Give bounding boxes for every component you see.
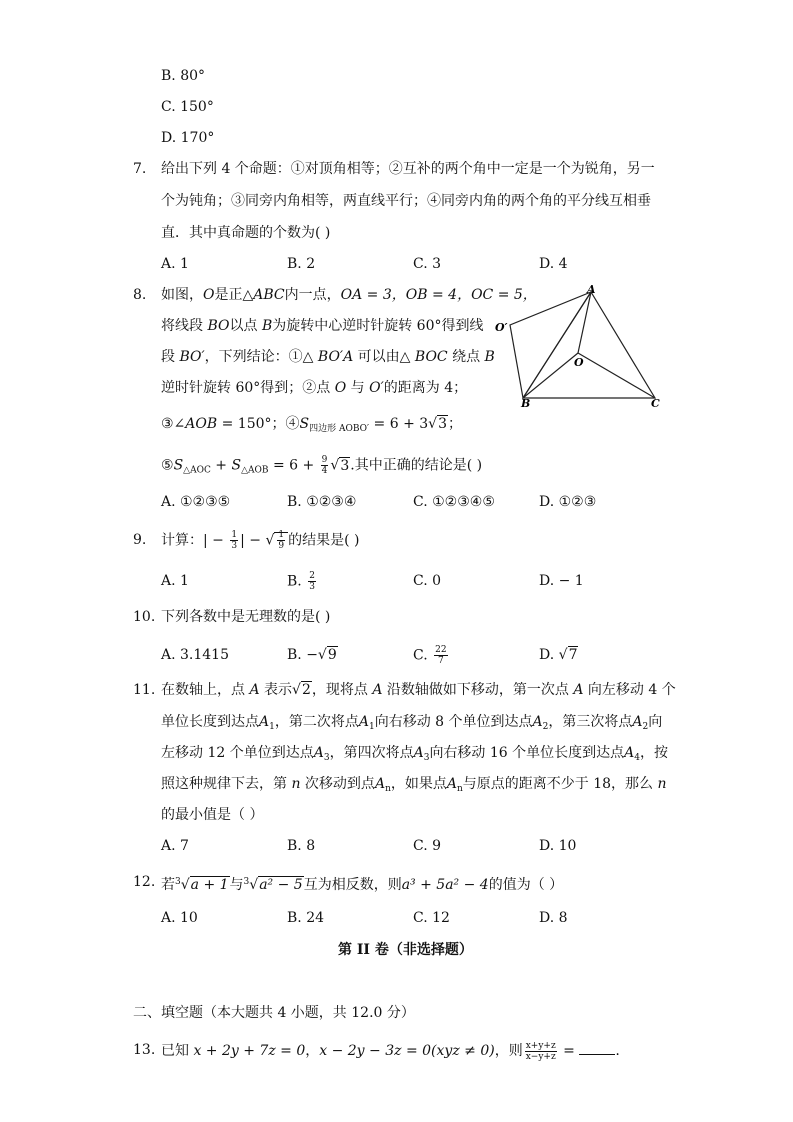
q8-line-1: 如图，O是正△ABC内一点，OA = 3，OB = 4，OC = 5， bbox=[161, 287, 537, 303]
label-o: O bbox=[574, 356, 584, 369]
q11-line-5: 的最小值是（ ） bbox=[161, 807, 264, 823]
part-two-title: 第 II 卷（非选择题） bbox=[338, 942, 473, 958]
q10-option-c: C. $\frac{22}{7}$ bbox=[413, 645, 447, 666]
q7-line-2: 个为钝角；③同旁内角相等，两直线平行；④同旁内角的两个角的平分线互相垂 bbox=[161, 193, 651, 209]
segment-co bbox=[578, 353, 655, 398]
q11-option-b: B. 8 bbox=[287, 838, 316, 854]
q6-option-d: D. 170° bbox=[161, 130, 215, 146]
q12-number: 12. bbox=[133, 874, 156, 890]
q13-number: 13. bbox=[133, 1042, 156, 1058]
segment-bo bbox=[523, 353, 578, 398]
q8-option-c: C. ①②③④⑤ bbox=[413, 494, 495, 510]
q7-option-c: C. 3 bbox=[413, 256, 442, 272]
q11-option-a: A. 7 bbox=[161, 838, 189, 854]
q9-number: 9. bbox=[133, 532, 147, 548]
q6-option-b: B. 80° bbox=[161, 68, 206, 84]
q9-option-b: B. $\frac{2}{3}$ bbox=[287, 571, 315, 592]
section-two-heading: 二、填空题（本大题共 4 小题，共 12.0 分） bbox=[133, 1005, 415, 1021]
q11-number: 11. bbox=[133, 682, 156, 698]
q12-stem: 若$^3$√a + 1与$^3$√a² − 5互为相反数，则a³ + 5a² − 4的值为（ ） bbox=[161, 877, 564, 893]
q12-option-c: C. 12 bbox=[413, 910, 450, 926]
q8-line-2: 将线段 BO以点 B为旋转中心逆时针旋转 60°得到线 bbox=[161, 318, 484, 334]
q8-line-4: 逆时针旋转 60°得到；②点 O 与 O′的距离为 4； bbox=[161, 380, 468, 396]
q8-line-3: 段 BO′，下列结论：①△ BO′A 可以由△ BOC 绕点 B bbox=[161, 349, 495, 365]
answer-blank[interactable] bbox=[579, 1040, 615, 1055]
q7-option-d: D. 4 bbox=[539, 256, 568, 272]
q7-option-b: B. 2 bbox=[287, 256, 316, 272]
q6-option-c: C. 150° bbox=[161, 99, 214, 115]
q12-option-b: B. 24 bbox=[287, 910, 325, 926]
q11-line-2: 单位长度到达点$A_1$，第二次将点$A_1$向右移动 8 个单位到达点$A_2$，第三次将点$A_2$向 bbox=[161, 714, 663, 732]
q10-option-d: D. √7 bbox=[539, 647, 578, 663]
q13-stem: 已知 x + 2y + 7z = 0，x − 2y − 3z = 0(xyz ≠ 0)，则 $\frac{x+y+z}{x-y+z}$ = . bbox=[161, 1040, 620, 1062]
q8-option-a: A. ①②③⑤ bbox=[161, 494, 231, 510]
q11-line-1: 在数轴上，点 A 表示√2，现将点 A 沿数轴做如下移动，第一次点 A 向左移动 4 个 bbox=[161, 682, 676, 698]
q7-line-3: 直．其中真命题的个数为( ) bbox=[161, 225, 331, 241]
q8-number: 8. bbox=[133, 287, 147, 303]
q11-line-4: 照这种规律下去，第 n 次移动到点$A_n$，如果点$A_n$与原点的距离不少于 18，那么 n bbox=[161, 776, 667, 794]
q7-number: 7. bbox=[133, 161, 147, 177]
label-b: B bbox=[521, 397, 531, 410]
q9-stem: 计算：| − $\frac{1}{3}$ | − √ $\frac{1}{9}$ 的结果是( ) bbox=[161, 530, 360, 551]
q8-option-d: D. ①②③ bbox=[539, 494, 597, 510]
q10-stem: 下列各数中是无理数的是( ) bbox=[161, 609, 331, 625]
q8-line-6: $⑤S_{\triangle AOC} + S_{\triangle AOB} = 6$ + $\frac{9}{4}$ √3.其中正确的结论是( ) bbox=[161, 455, 483, 476]
q8-triangle-figure bbox=[490, 280, 670, 410]
quad-aobo bbox=[510, 292, 591, 398]
q7-option-a: A. 1 bbox=[161, 256, 189, 272]
q11-option-c: C. 9 bbox=[413, 838, 442, 854]
q9-option-d: D. − 1 bbox=[539, 573, 584, 589]
q12-option-a: A. 10 bbox=[161, 910, 198, 926]
q7-line-1: 给出下列 4 个命题：①对顶角相等；②互补的两个角中一定是一个为锐角，另一 bbox=[161, 161, 655, 177]
q10-number: 10. bbox=[133, 609, 156, 625]
q12-option-d: D. 8 bbox=[539, 910, 568, 926]
q10-option-a: A. 3.1415 bbox=[161, 647, 229, 663]
q10-option-b: B. −√9 bbox=[287, 647, 337, 663]
q9-option-c: C. 0 bbox=[413, 573, 442, 589]
q11-line-3: 左移动 12 个单位到达点$A_3$，第四次将点$A_3$向右移动 16 个单位长度到达点$A_4$，按 bbox=[161, 745, 669, 763]
q9-option-a: A. 1 bbox=[161, 573, 189, 589]
label-o-prime: O′ bbox=[495, 321, 508, 334]
q8-line-5: ③∠AOB = 150°；$④S_{四边形 AOBO'} = 6 + 3√3$； bbox=[161, 416, 462, 434]
q11-option-d: D. 10 bbox=[539, 838, 577, 854]
label-a: A bbox=[587, 283, 596, 296]
label-c: C bbox=[651, 397, 660, 410]
q8-option-b: B. ①②③④ bbox=[287, 494, 357, 510]
